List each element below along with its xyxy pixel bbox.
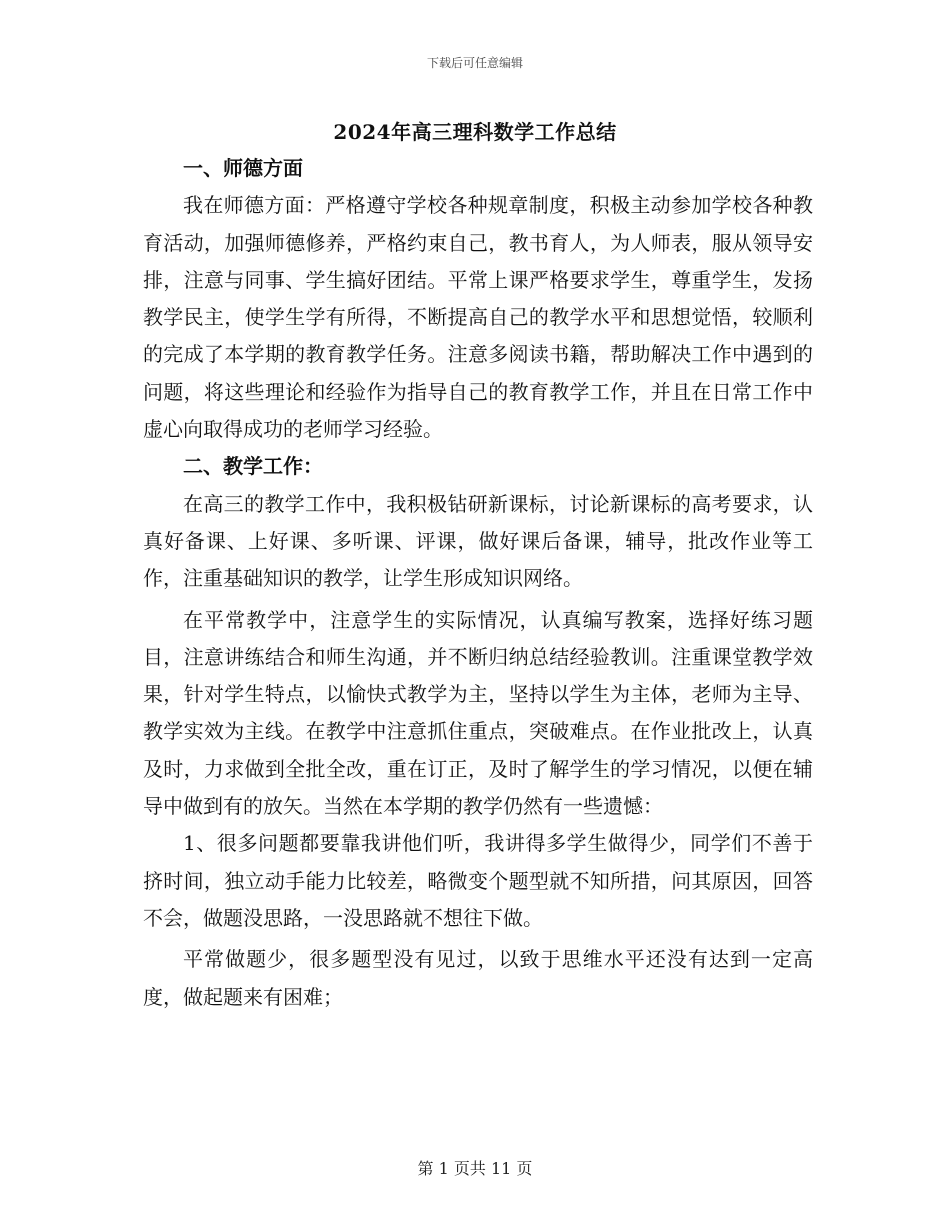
paragraph: 我在师德方面：严格遵守学校各种规章制度，积极主动参加学校各种教育活动，加强师德修养，严格约束自己，教书育人，为人师表，服从领导安排，注意与同事、学生搞好团结。平常上课严格要求学生，尊重学生，发扬教学民主，使学生学有所得，不断提高自己的教学水平和思想觉悟，较顺利的完成了本学期的教育教学任务。注意多阅读书籍，帮助解决工作中遇到的问题，将这些理论和经验作为指导自己的教育教学工作，并且在日常工作中虚心向取得成功的老师学习经验。 xyxy=(143,193,813,442)
section-heading: 一、师德方面 xyxy=(183,156,303,180)
document-title: 2024年高三理科数学工作总结 xyxy=(333,120,617,144)
paragraph: 在高三的教学工作中，我积极钻研新课标，讨论新课标的高考要求，认真好备课、上好课、多听课、评课，做好课后备课，辅导，批改作业等工作，注重基础知识的教学，让学生形成知识网络。 xyxy=(143,491,813,591)
section-teacher-ethics xyxy=(143,150,813,448)
page-number: 第 1 页共 11 页 xyxy=(417,1159,533,1178)
section-teaching-work xyxy=(143,448,813,1015)
section-heading: 二、教学工作： xyxy=(183,454,323,479)
download-note: 下载后可任意编辑 xyxy=(426,56,523,70)
paragraph: 在平常教学中，注意学生的实际情况，认真编写教案，选择好练习题目，注意讲练结合和师生沟通，并不断归纳总结经验教训。注重课堂教学效果，针对学生特点，以愉快式教学为主，坚持以学生为主体，老师为主导、教学实效为主线。在教学中注意抓住重点，突破难点。在作业批改上，认真及时，力求做到全批全改，重在订正，及时了解学生的学习情况，以便在辅导中做到有的放矢。当然在本学期的教学仍然有一些遗憾： xyxy=(143,607,813,819)
document-body xyxy=(143,150,813,1016)
paragraph: 1、很多问题都要靠我讲他们听，我讲得多学生做得少，同学们不善于挤时间，独立动手能力比较差，略微变个题型就不知所措，问其原因，回答不会，做题没思路，一没思路就不想往下做。 xyxy=(143,831,813,930)
paragraph: 平常做题少，很多题型没有见过，以致于思维水平还没有达到一定高度，做起题来有困难； xyxy=(143,947,813,1009)
